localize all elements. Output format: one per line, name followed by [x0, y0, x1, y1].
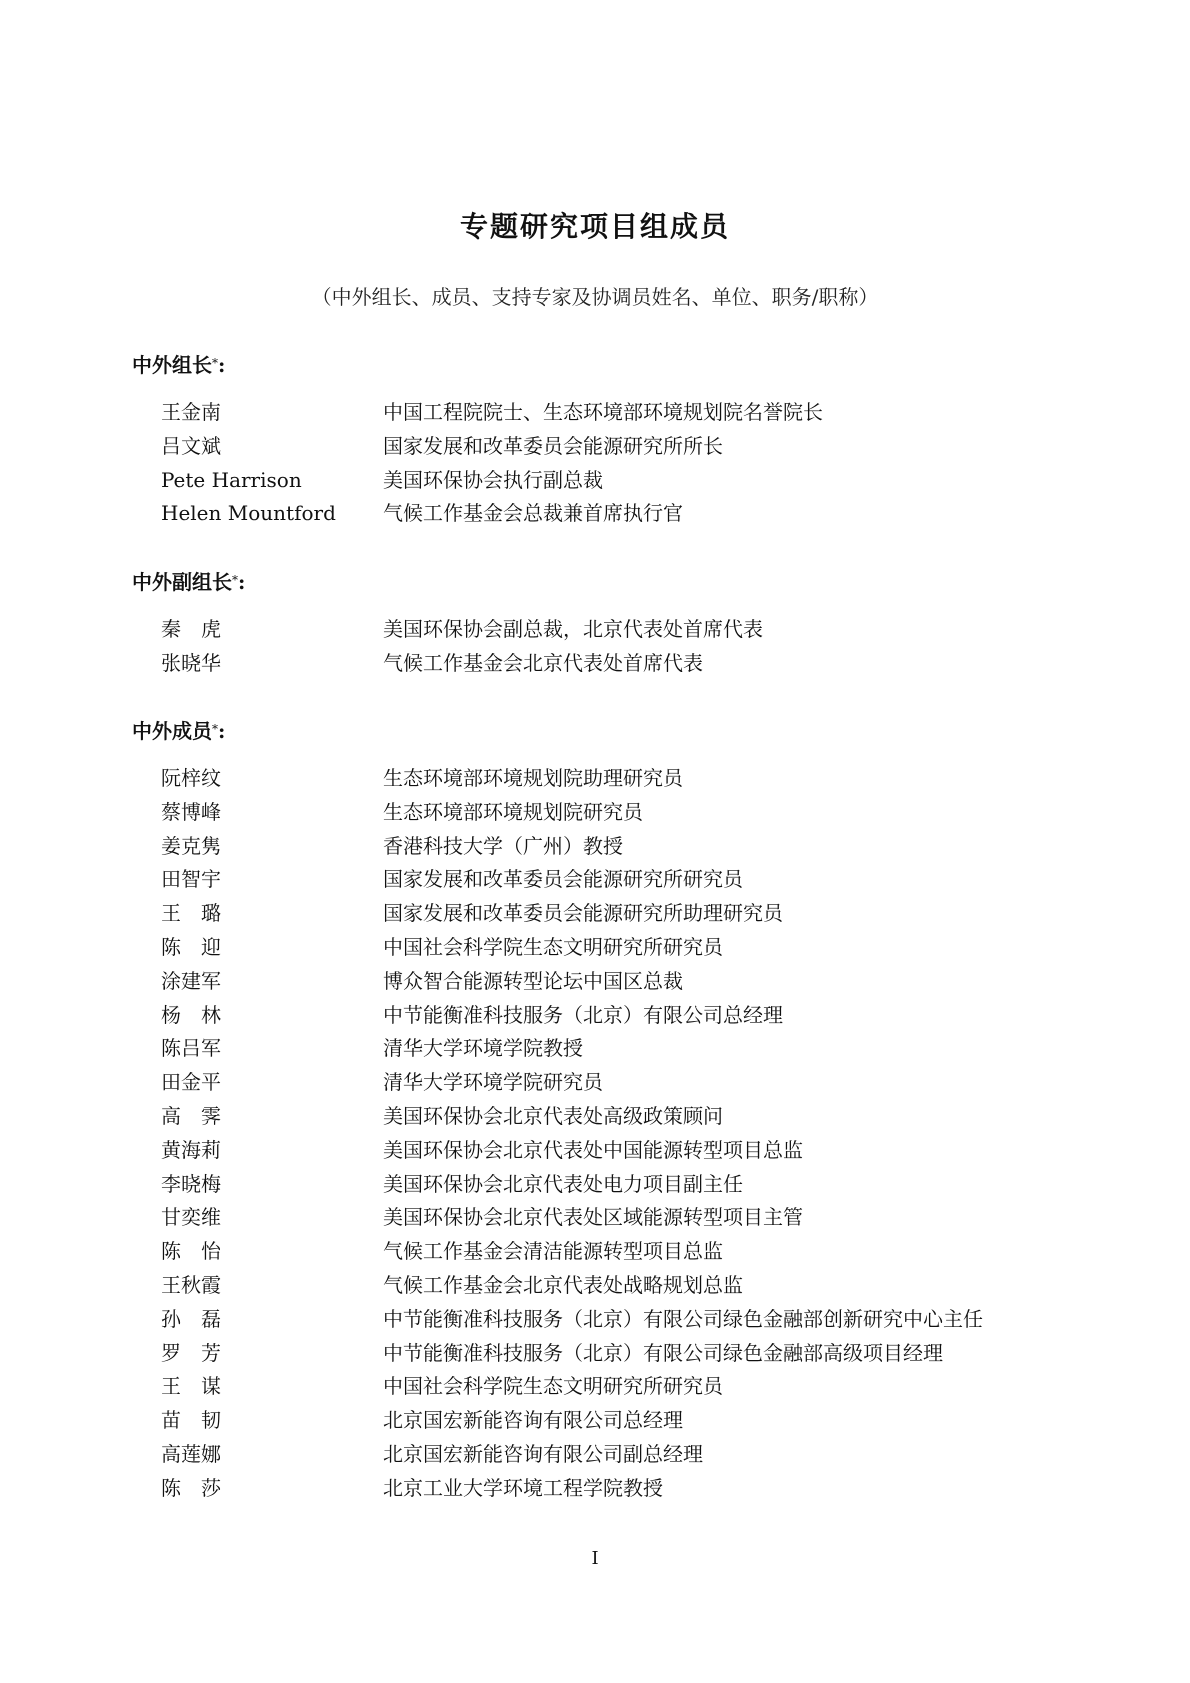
member-row — [132, 965, 1052, 999]
member-name: 高 霁 — [161, 1103, 221, 1128]
member-row — [132, 613, 1052, 647]
member-name: Pete Harrison — [161, 467, 302, 492]
member-role: 清华大学环境学院研究员 — [383, 1070, 603, 1095]
member-role: 博众智合能源转型论坛中国区总裁 — [383, 968, 683, 993]
member-row — [132, 1032, 1052, 1066]
heading-colon: : — [218, 719, 226, 743]
member-row — [132, 796, 1052, 830]
member-name: 陈 怡 — [161, 1239, 221, 1264]
member-role: 中国社会科学院生态文明研究所研究员 — [383, 1374, 723, 1399]
member-name: 吕文斌 — [161, 433, 221, 458]
member-name: 秦 虎 — [161, 617, 221, 641]
member-row — [132, 1337, 1052, 1371]
member-name: 孙 磊 — [161, 1306, 221, 1331]
member-role: 中节能衡准科技服务（北京）有限公司绿色金融部创新研究中心主任 — [383, 1306, 983, 1331]
member-row — [132, 1100, 1052, 1134]
member-role: 生态环境部环境规划院助理研究员 — [383, 766, 683, 790]
member-row — [132, 1269, 1052, 1303]
member-row — [132, 1370, 1052, 1404]
member-name: 黄海莉 — [161, 1137, 221, 1162]
member-row — [132, 897, 1052, 931]
member-name: 蔡博峰 — [161, 799, 221, 824]
section-members — [132, 716, 1052, 1506]
member-role: 气候工作基金会清洁能源转型项目总监 — [383, 1239, 723, 1264]
section-heading — [132, 350, 1052, 380]
section-heading-text: 中外副组长 — [132, 570, 232, 594]
member-row — [132, 497, 1052, 531]
page-number: I — [591, 1548, 599, 1569]
member-role: 美国环保协会执行副总裁 — [383, 467, 603, 492]
member-name: 张晓华 — [161, 650, 221, 675]
member-role: 中节能衡准科技服务（北京）有限公司总经理 — [383, 1002, 783, 1027]
section-heading — [132, 716, 1052, 746]
member-row — [132, 1303, 1052, 1337]
member-role: 国家发展和改革委员会能源研究所助理研究员 — [383, 901, 783, 926]
section-heading-text: 中外成员 — [132, 719, 212, 743]
member-row — [132, 762, 1052, 796]
member-name: 李晓梅 — [161, 1171, 221, 1196]
member-role: 美国环保协会北京代表处区域能源转型项目主管 — [383, 1205, 803, 1230]
member-role: 美国环保协会副总裁，北京代表处首席代表 — [383, 617, 763, 641]
footnote-marker: * — [232, 573, 238, 587]
member-role: 中国工程院院士、生态环境部环境规划院名誉院长 — [383, 400, 823, 424]
member-name: 阮梓纹 — [161, 766, 221, 790]
member-name: 陈 迎 — [161, 934, 221, 959]
member-role: 北京工业大学环境工程学院教授 — [383, 1475, 663, 1500]
member-name: 苗 韧 — [161, 1408, 221, 1433]
footnote-marker: * — [212, 722, 218, 736]
member-row — [132, 1472, 1052, 1506]
member-role: 美国环保协会北京代表处中国能源转型项目总监 — [383, 1137, 803, 1162]
member-row — [132, 1201, 1052, 1235]
member-name: 田金平 — [161, 1070, 221, 1095]
section-deputy-leaders — [132, 567, 1052, 681]
page-title: 专题研究项目组成员 — [459, 210, 730, 243]
member-name: 王 璐 — [161, 901, 221, 926]
member-role: 美国环保协会北京代表处电力项目副主任 — [383, 1171, 743, 1196]
member-row — [132, 430, 1052, 464]
member-role: 气候工作基金会北京代表处首席代表 — [383, 650, 703, 675]
member-name: 高莲娜 — [161, 1441, 221, 1466]
member-row — [132, 999, 1052, 1033]
member-row — [132, 1134, 1052, 1168]
member-row — [132, 931, 1052, 965]
member-role: 国家发展和改革委员会能源研究所所长 — [383, 433, 723, 458]
member-name: 王金南 — [161, 400, 221, 424]
member-row — [132, 1168, 1052, 1202]
member-row — [132, 830, 1052, 864]
section-heading — [132, 567, 1052, 597]
footnote-marker: * — [212, 356, 218, 370]
member-name: 王秋霞 — [161, 1272, 221, 1297]
member-name: 甘奕维 — [161, 1205, 221, 1230]
member-row — [132, 464, 1052, 498]
member-role: 气候工作基金会北京代表处战略规划总监 — [383, 1272, 743, 1297]
page-subtitle: （中外组长、成员、支持专家及协调员姓名、单位、职务/职称） — [311, 285, 879, 309]
member-role: 国家发展和改革委员会能源研究所研究员 — [383, 867, 743, 892]
member-name: Helen Mountford — [161, 501, 336, 526]
member-role: 生态环境部环境规划院研究员 — [383, 799, 643, 824]
member-row — [132, 1404, 1052, 1438]
member-row — [132, 863, 1052, 897]
member-row — [132, 396, 1052, 430]
member-role: 北京国宏新能咨询有限公司总经理 — [383, 1408, 683, 1433]
member-role: 中国社会科学院生态文明研究所研究员 — [383, 934, 723, 959]
member-name: 田智宇 — [161, 867, 221, 892]
member-role: 北京国宏新能咨询有限公司副总经理 — [383, 1441, 703, 1466]
member-role: 香港科技大学（广州）教授 — [383, 833, 623, 858]
member-name: 杨 林 — [161, 1002, 221, 1027]
member-name: 王 谋 — [161, 1374, 221, 1399]
section-leaders — [132, 350, 1052, 531]
member-name: 罗 芳 — [161, 1340, 221, 1365]
member-role: 美国环保协会北京代表处高级政策顾问 — [383, 1103, 723, 1128]
member-row — [132, 1066, 1052, 1100]
member-row — [132, 647, 1052, 681]
member-row — [132, 1438, 1052, 1472]
member-name: 姜克隽 — [161, 833, 221, 858]
member-role: 中节能衡准科技服务（北京）有限公司绿色金融部高级项目经理 — [383, 1340, 943, 1365]
section-heading-text: 中外组长 — [132, 353, 212, 377]
member-row — [132, 1235, 1052, 1269]
member-name: 涂建军 — [161, 968, 221, 993]
member-role: 清华大学环境学院教授 — [383, 1036, 583, 1061]
member-name: 陈吕军 — [161, 1036, 221, 1061]
member-role: 气候工作基金会总裁兼首席执行官 — [383, 501, 683, 526]
member-name: 陈 莎 — [161, 1475, 221, 1500]
heading-colon: : — [218, 353, 226, 377]
heading-colon: : — [238, 570, 246, 594]
